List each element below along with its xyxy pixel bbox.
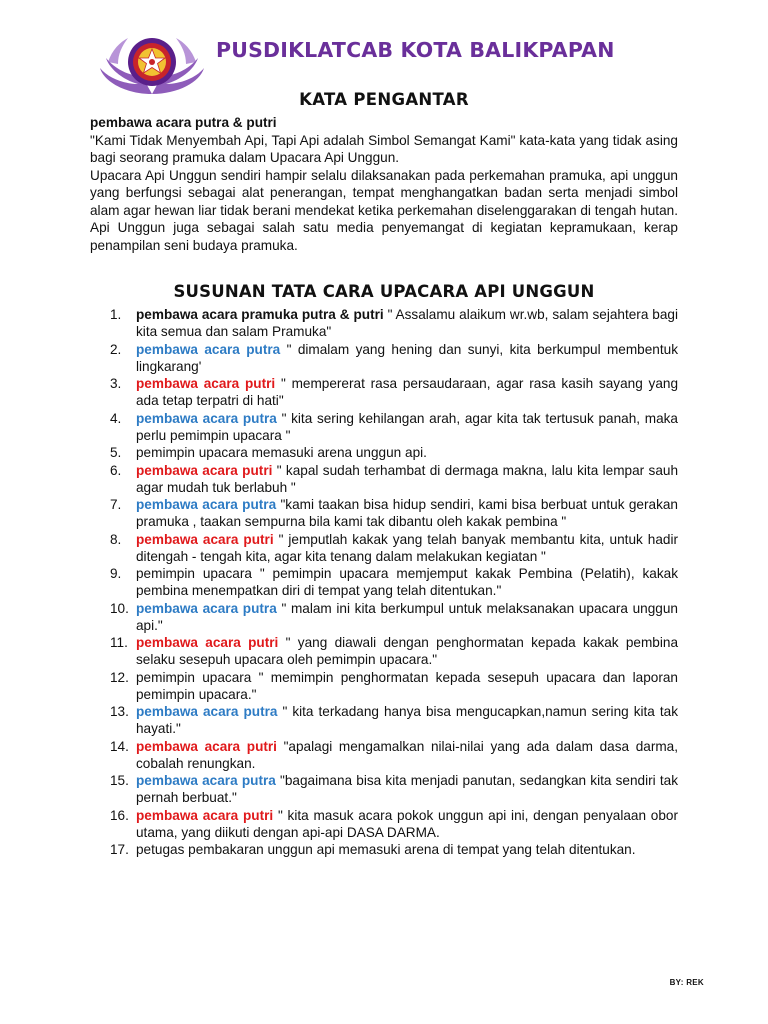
step-text: "apalagi mengamalkan nilai-nilai yang ada dalam dasa darma, cobalah renungkan. [136, 738, 679, 771]
step-text: "kami taakan bisa hidup sendiri, kami bisa berbuat untuk gerakan pramuka , taakan sempurna bila kami tak dibantu oleh kakak pembina " [136, 497, 678, 529]
list-item [110, 703, 678, 737]
document-title: KATA PENGANTAR [299, 90, 469, 109]
list-item [110, 306, 678, 340]
step-text: " kapal sudah terhambat di dermaga makna, lalu kita lempar sauh agar mudah tuk berlabuh " [136, 462, 679, 495]
list-item-number: 6. [110, 462, 122, 478]
step-text: pemimpin upacara " memimpin penghormatan kepada sesepuh upacara dan laporan pemimpin upacara." [136, 669, 678, 702]
list-item-number: 4. [110, 410, 122, 426]
list-item [110, 375, 678, 409]
list-item [110, 410, 678, 444]
step-text: " mempererat rasa persaudaraan, agar rasa kasih sayang yang ada tetap terpatri di hati" [136, 376, 679, 408]
list-item-number: 8. [110, 531, 122, 547]
author-signature: BY: REK [669, 978, 704, 987]
step-text: "bagaimana bisa kita menjadi panutan, sedangkan kita sendiri tak pernah berbuat." [136, 773, 678, 805]
list-item-number: 17. [110, 842, 129, 857]
list-item-number: 5. [110, 445, 122, 460]
list-item-number: 15. [110, 773, 129, 788]
ceremony-steps-list [110, 306, 678, 859]
list-item [110, 772, 678, 806]
list-item-number: 13. [110, 704, 129, 719]
list-item [110, 462, 678, 496]
list-item [110, 444, 678, 461]
speaker-label: pembawa acara putri [136, 635, 279, 650]
step-text: pemimpin upacara memasuki arena unggun api. [136, 445, 427, 460]
section-title: SUSUNAN TATA CARA UPACARA API UNGGUN [173, 282, 595, 301]
list-item-number: 11. [110, 635, 128, 650]
step-text: " kita masuk acara pokok unggun api ini, dengan penyalaan obor utama, yang diikuti dengan api-api DASA DARMA. [136, 807, 679, 840]
speaker-label: pembawa acara putra [136, 773, 276, 788]
list-item [110, 496, 678, 530]
speaker-label: pembawa acara pramuka putra & putri [136, 307, 384, 322]
speaker-label: pembawa acara putri [136, 807, 274, 823]
list-item-number: 12. [110, 669, 129, 685]
list-item-number: 3. [110, 376, 122, 391]
step-text: " dimalam yang hening dan sunyi, kita berkumpul membentuk lingkarang' [136, 341, 678, 374]
intro-paragraph: "Kami Tidak Menyembah Api, Tapi Api adalah Simbol Semangat Kami" kata-kata yang tidak asing bagi seorang pramuka dalam Upacara Api Unggun. [90, 132, 678, 165]
step-text: " Assalamu alaikum wr.wb, salam sejahtera bagi kita semua dan salam Pramuka" [136, 307, 679, 339]
scout-emblem-icon [98, 32, 206, 98]
step-text: " jemputlah kakak yang telah banyak membantu kita, untuk hadir ditengah - tengah kita, agar kita tenang dalam melakukan kegiatan " [136, 531, 678, 564]
step-text: pemimpin upacara " pemimpin upacara memjemput kakak Pembina (Pelatih), kakak pembina menempatkan diri di tempat yang telah ditentukan." [136, 566, 678, 598]
speaker-label: pembawa acara putra [136, 497, 277, 512]
org-title: PUSDIKLATCAB KOTA BALIKPAPAN [216, 38, 615, 62]
step-text: " yang diawali dengan penghormatan kepada kakak pembina selaku sesepuh upacara oleh pemimpin upacara." [136, 635, 679, 667]
list-item [110, 738, 678, 772]
speaker-label: pembawa acara putra [136, 600, 277, 616]
list-item [110, 565, 678, 599]
step-text: " kita sering kehilangan arah, agar kita tak tertusuk panah, maka perlu pemimpin upacara " [136, 410, 678, 443]
list-item [110, 531, 678, 565]
list-item-number: 10. [110, 600, 129, 616]
list-item-number: 16. [110, 807, 129, 823]
list-item-number: 14. [110, 738, 129, 754]
intro-role-heading: pembawa acara putra & putri [90, 115, 277, 130]
list-item-number: 9. [110, 566, 122, 581]
list-item-number: 1. [110, 307, 122, 322]
speaker-label: pembawa acara putri [136, 462, 273, 478]
speaker-label: pembawa acara putri [136, 531, 274, 547]
step-text: " malam ini kita berkumpul untuk melaksanakan upacara unggun api." [136, 600, 678, 633]
speaker-label: pembawa acara putri [136, 376, 276, 391]
list-item [110, 807, 678, 841]
intro-paragraph: Upacara Api Unggun sendiri hampir selalu dilaksanakan pada perkemahan pramuka, api unggun yang berfungsi sebagai alat penerangan, tempat menghangatkan badan serta menjadi simbol alam agar hewan liar tidak berani mendekat ketika perkemahan diselenggarakan di tengah hutan. Api Unggun juga sebagai salah satu media penyemangat di kegiatan kepramukaan, kerap penampilan seni budaya pramuka. [90, 167, 678, 253]
list-item [110, 634, 678, 668]
list-item-number: 2. [110, 341, 122, 357]
speaker-label: pembawa acara putra [136, 341, 281, 357]
speaker-label: pembawa acara putra [136, 704, 278, 719]
list-item [110, 341, 678, 375]
step-text: " kita terkadang hanya bisa mengucapkan,namun sering kita tak hayati." [136, 704, 678, 736]
intro-section [90, 114, 678, 254]
list-item-number: 7. [110, 497, 122, 512]
speaker-label: pembawa acara putra [136, 410, 277, 426]
list-item [110, 841, 678, 858]
list-item [110, 669, 678, 703]
speaker-label: pembawa acara putri [136, 738, 277, 754]
step-text: petugas pembakaran unggun api memasuki arena di tempat yang telah ditentukan. [136, 842, 636, 857]
list-item [110, 600, 678, 634]
